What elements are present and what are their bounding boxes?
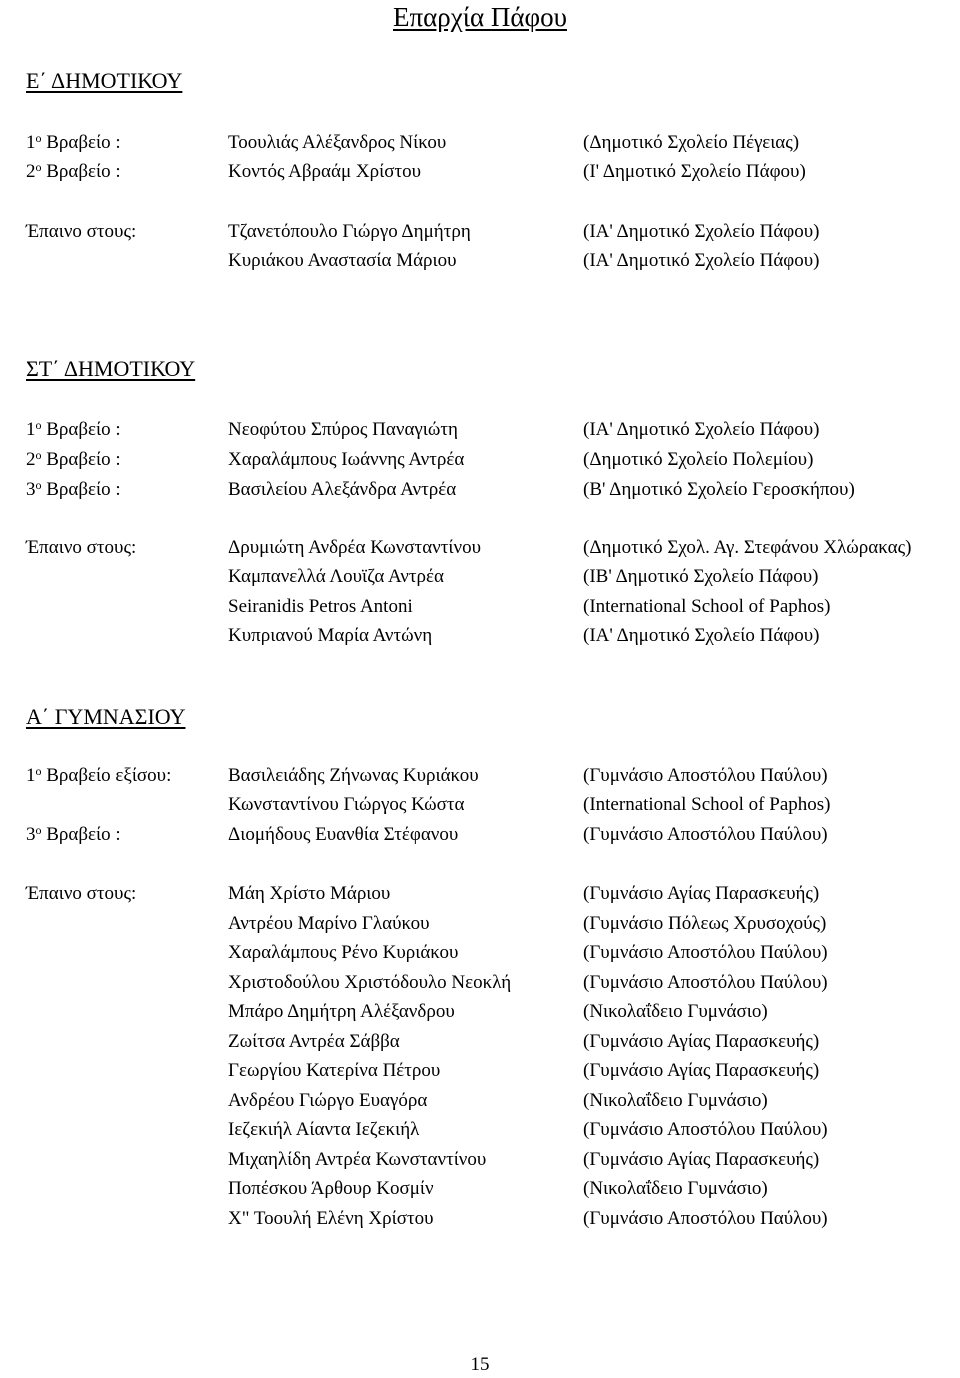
school-name: (ΙΑ' Δημοτικό Σχολείο Πάφου) (583, 250, 820, 271)
student-name: Μπάρο Δημήτρη Αλέξανδρου (228, 1001, 455, 1022)
student-name: Αντρέου Μαρίνο Γλαύκου (228, 913, 430, 934)
award-row (0, 822, 960, 848)
award-row (0, 130, 960, 156)
student-name: Βασιλειάδης Ζήνωνας Κυριάκου (228, 765, 479, 786)
section-heading: Α΄ ΓΥΜΝΑΣΙΟΥ (26, 704, 186, 729)
student-name: Ζωίτσα Αντρέα Σάββα (228, 1031, 400, 1052)
award-row (0, 417, 960, 443)
student-name: Κοντός Αβραάμ Χρίστου (228, 161, 421, 182)
school-name: (Γυμνάσιο Αποστόλου Παύλου) (583, 824, 828, 845)
section-heading: Ε΄ ΔΗΜΟΤΙΚΟΥ (26, 68, 183, 93)
school-name: (Γυμνάσιο Αγίας Παρασκευής) (583, 1060, 820, 1081)
student-name: Βασιλείου Αλεξάνδρα Αντρέα (228, 479, 457, 500)
school-name: (Γυμνάσιο Αποστόλου Παύλου) (583, 1208, 828, 1229)
student-name: Κωνσταντίνου Γιώργος Κώστα (228, 794, 465, 815)
school-name: (Γυμνάσιο Αποστόλου Παύλου) (583, 1119, 828, 1140)
award-row (0, 940, 960, 966)
school-name: (International School of Paphos) (583, 596, 831, 617)
student-name: Χαραλάμπους Ρένο Κυριάκου (228, 942, 459, 963)
student-name: Τοουλιάς Αλέξανδρος Νίκου (228, 132, 447, 153)
page-title: Επαρχία Πάφου (393, 2, 567, 32)
student-name: Ιεζεκιήλ Αίαντα Ιεζεκιήλ (228, 1119, 420, 1140)
student-name: Μάη Χρίστο Μάριου (228, 883, 391, 904)
school-name: (Νικολαΐδειο Γυμνάσιο) (583, 1090, 768, 1111)
student-name: Seiranidis Petros Antoni (228, 596, 413, 617)
award-label: $1^o$ Βραβείο : (26, 418, 121, 440)
award-row (0, 1117, 960, 1143)
school-name: (Γυμνάσιο Αγίας Παρασκευής) (583, 1031, 820, 1052)
school-name: (Νικολαΐδειο Γυμνάσιο) (583, 1001, 768, 1022)
award-row (0, 1088, 960, 1114)
award-label: $2^o$ Βραβείο : (26, 448, 121, 470)
school-name: (Γυμνάσιο Πόλεως Χρυσοχούς) (583, 913, 827, 934)
school-name: (Γυμνάσιο Αποστόλου Παύλου) (583, 942, 828, 963)
award-label: Έπαινο στους: (26, 537, 137, 558)
student-name: Κυριάκου Αναστασία Μάριου (228, 250, 457, 271)
award-label: $3^o$ Βραβείο : (26, 478, 121, 500)
award-row (0, 1176, 960, 1202)
award-label: $1^o$ Βραβείο εξίσου: (26, 764, 172, 786)
school-name: (Δημοτικό Σχολείο Πολεμίου) (583, 449, 814, 470)
school-name: (International School of Paphos) (583, 794, 831, 815)
student-name: Καμπανελλά Λουϊζα Αντρέα (228, 566, 444, 587)
student-name: Διομήδους Ευανθία Στέφανου (228, 824, 459, 845)
award-row (0, 447, 960, 473)
award-row (0, 999, 960, 1025)
student-name: Μιχαηλίδη Αντρέα Κωνσταντίνου (228, 1149, 487, 1170)
student-name: Ποπέσκου Άρθουρ Κοσμίν (228, 1178, 434, 1199)
award-label: Έπαινο στους: (26, 221, 137, 242)
award-row (0, 1029, 960, 1055)
school-name: (ΙΑ' Δημοτικό Σχολείο Πάφου) (583, 221, 820, 242)
student-name: Κυπριανού Μαρία Αντώνη (228, 625, 433, 646)
school-name: (ΙΑ' Δημοτικό Σχολείο Πάφου) (583, 625, 820, 646)
award-row (0, 1058, 960, 1084)
school-name: (Νικολαΐδειο Γυμνάσιο) (583, 1178, 768, 1199)
school-name: (Γυμνάσιο Αγίας Παρασκευής) (583, 883, 820, 904)
award-row (0, 219, 960, 245)
school-name: (Β' Δημοτικό Σχολείο Γεροσκήπου) (583, 479, 855, 500)
page-number: 15 (470, 1354, 490, 1375)
student-name: Νεοφύτου Σπύρος Παναγιώτη (228, 419, 458, 440)
school-name: (Ι' Δημοτικό Σχολείο Πάφου) (583, 161, 806, 182)
student-name: Χριστοδούλου Χριστόδουλο Νεοκλή (228, 972, 512, 993)
award-row (0, 881, 960, 907)
award-label: $2^o$ Βραβείο : (26, 160, 121, 182)
award-row (0, 248, 960, 274)
award-row (0, 792, 960, 818)
school-name: (Γυμνάσιο Αποστόλου Παύλου) (583, 972, 828, 993)
award-row (0, 535, 960, 561)
student-name: Χαραλάμπους Ιωάννης Αντρέα (228, 449, 465, 470)
school-name: (ΙΑ' Δημοτικό Σχολείο Πάφου) (583, 419, 820, 440)
student-name: Γεωργίου Κατερίνα Πέτρου (228, 1060, 441, 1081)
student-name: Τζανετόπουλο Γιώργο Δημήτρη (228, 221, 471, 242)
award-row (0, 1147, 960, 1173)
school-name: (Δημοτικό Σχολ. Αγ. Στεφάνου Χλώρακας) (583, 537, 912, 558)
award-row (0, 970, 960, 996)
award-row (0, 594, 960, 620)
award-label: Έπαινο στους: (26, 883, 137, 904)
student-name: Ανδρέου Γιώργο Ευαγόρα (228, 1090, 428, 1111)
school-name: (ΙΒ' Δημοτικό Σχολείο Πάφου) (583, 566, 819, 587)
school-name: (Γυμνάσιο Αποστόλου Παύλου) (583, 765, 828, 786)
award-label: $3^o$ Βραβείο : (26, 823, 121, 845)
award-row (0, 911, 960, 937)
award-row (0, 159, 960, 185)
student-name: Δρυμιώτη Ανδρέα Κωνσταντίνου (228, 537, 481, 558)
award-row (0, 1206, 960, 1232)
award-row (0, 623, 960, 649)
award-row (0, 564, 960, 590)
award-row (0, 477, 960, 503)
award-row (0, 763, 960, 789)
award-label: $1^o$ Βραβείο : (26, 131, 121, 153)
section-heading: ΣΤ΄ ΔΗΜΟΤΙΚΟΥ (26, 356, 196, 381)
school-name: (Δημοτικό Σχολείο Πέγειας) (583, 132, 800, 153)
student-name: Χ" Τοουλή Ελένη Χρίστου (228, 1208, 434, 1229)
school-name: (Γυμνάσιο Αγίας Παρασκευής) (583, 1149, 820, 1170)
